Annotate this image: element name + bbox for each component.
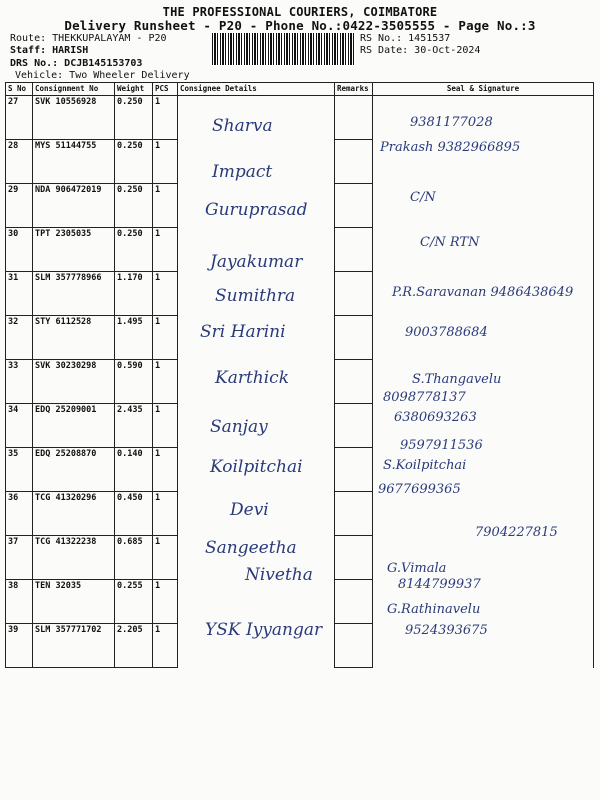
signature-handwritten: C/N RTN (420, 235, 480, 250)
cell-sno: 37 (6, 536, 33, 580)
col-header: S No (6, 83, 33, 96)
cell-pcs: 1 (153, 448, 178, 492)
cell-sno: 32 (6, 316, 33, 360)
signature-handwritten: 8144799937 (398, 577, 481, 592)
cell-consignee (178, 580, 335, 624)
cell-wt: 0.255 (115, 580, 153, 624)
cell-pcs: 1 (153, 316, 178, 360)
rs-date-label: RS Date: 30-Oct-2024 (360, 45, 481, 56)
table-row (6, 96, 594, 140)
cell-cons: TCG 41320296 (33, 492, 115, 536)
cell-signature (373, 228, 594, 272)
signature-handwritten: C/N (410, 190, 436, 205)
signature-handwritten: P.R.Saravanan 9486438649 (392, 285, 574, 300)
cell-sno: 36 (6, 492, 33, 536)
cell-cons: TEN 32035 (33, 580, 115, 624)
cell-pcs: 1 (153, 492, 178, 536)
cell-pcs: 1 (153, 360, 178, 404)
cell-remarks (335, 140, 373, 184)
signature-handwritten: 9597911536 (400, 438, 483, 453)
table-row (6, 360, 594, 404)
cell-wt: 2.205 (115, 624, 153, 668)
cell-sno: 27 (6, 96, 33, 140)
cell-sno: 38 (6, 580, 33, 624)
route-label: Route: THEKKUPALAYAM - P20 (10, 33, 167, 44)
cell-pcs: 1 (153, 580, 178, 624)
cell-sno: 35 (6, 448, 33, 492)
consignee-handwritten-name: Koilpitchai (210, 457, 303, 477)
signature-handwritten: G.Rathinavelu (387, 602, 481, 617)
cell-cons: TCG 41322238 (33, 536, 115, 580)
signature-handwritten: 9381177028 (410, 115, 493, 130)
table-row (6, 316, 594, 360)
cell-sno: 34 (6, 404, 33, 448)
col-header: Consignment No (33, 83, 115, 96)
cell-wt: 0.685 (115, 536, 153, 580)
cell-remarks (335, 272, 373, 316)
cell-wt: 1.170 (115, 272, 153, 316)
col-header: PCS (153, 83, 178, 96)
cell-remarks (335, 448, 373, 492)
consignee-handwritten-name: Impact (212, 162, 273, 182)
company-title: THE PROFESSIONAL COURIERS, COIMBATORE (162, 5, 438, 19)
cell-pcs: 1 (153, 272, 178, 316)
table-header-row (6, 83, 594, 96)
signature-handwritten: G.Vimala (387, 561, 447, 576)
cell-cons: SLM 357778966 (33, 272, 115, 316)
cell-remarks (335, 228, 373, 272)
cell-wt: 0.250 (115, 184, 153, 228)
cell-cons: NDA 906472019 (33, 184, 115, 228)
vehicle-label: Vehicle: Two Wheeler Delivery (15, 70, 190, 81)
staff-label: Staff: HARISH (10, 45, 89, 56)
table-row (6, 404, 594, 448)
consignee-handwritten-name: Guruprasad (205, 200, 308, 220)
cell-remarks (335, 184, 373, 228)
cell-cons: STY 6112528 (33, 316, 115, 360)
consignee-handwritten-name: Sharva (212, 116, 273, 136)
cell-sno: 28 (6, 140, 33, 184)
cell-cons: MYS 51144755 (33, 140, 115, 184)
drs-label: DRS No.: DCJB145153703 (10, 58, 143, 69)
cell-remarks (335, 536, 373, 580)
runsheet-subtitle: Delivery Runsheet - P20 - Phone No.:0422-3505555 - Page No.:3 (64, 18, 536, 33)
signature-handwritten: 9003788684 (405, 325, 488, 340)
cell-remarks (335, 360, 373, 404)
col-header: Seal & Signature (373, 83, 594, 96)
barcode (212, 33, 356, 65)
signature-handwritten: S.Thangavelu (412, 372, 502, 387)
cell-cons: TPT 2305035 (33, 228, 115, 272)
cell-wt: 0.250 (115, 140, 153, 184)
signature-handwritten: 6380693263 (394, 410, 477, 425)
cell-cons: SLM 357771702 (33, 624, 115, 668)
signature-handwritten: 8098778137 (383, 390, 466, 405)
consignee-handwritten-name: Sumithra (215, 286, 296, 306)
cell-sno: 39 (6, 624, 33, 668)
consignee-handwritten-name: Jayakumar (210, 252, 303, 272)
consignee-handwritten-name: Sanjay (210, 417, 268, 437)
cell-pcs: 1 (153, 184, 178, 228)
cell-wt: 0.250 (115, 228, 153, 272)
consignee-handwritten-name: Karthick (215, 368, 290, 388)
cell-cons: SVK 10556928 (33, 96, 115, 140)
cell-remarks (335, 96, 373, 140)
cell-pcs: 1 (153, 624, 178, 668)
cell-signature (373, 184, 594, 228)
cell-pcs: 1 (153, 96, 178, 140)
cell-pcs: 1 (153, 536, 178, 580)
signature-handwritten: 7904227815 (475, 525, 558, 540)
signature-handwritten: 9677699365 (378, 482, 461, 497)
cell-pcs: 1 (153, 404, 178, 448)
signature-handwritten: Prakash 9382966895 (380, 140, 521, 155)
consignee-handwritten-name: Sri Harini (200, 322, 286, 342)
cell-remarks (335, 404, 373, 448)
cell-wt: 1.495 (115, 316, 153, 360)
signature-handwritten: 9524393675 (405, 623, 488, 638)
consignee-handwritten-name: Devi (230, 500, 269, 520)
cell-wt: 0.590 (115, 360, 153, 404)
cell-sno: 29 (6, 184, 33, 228)
consignee-handwritten-name: Nivetha (245, 565, 313, 585)
cell-wt: 0.140 (115, 448, 153, 492)
cell-wt: 2.435 (115, 404, 153, 448)
cell-remarks (335, 580, 373, 624)
signature-handwritten: S.Koilpitchai (383, 458, 467, 473)
cell-pcs: 1 (153, 228, 178, 272)
cell-remarks (335, 624, 373, 668)
cell-wt: 0.250 (115, 96, 153, 140)
consignee-handwritten-name: YSK Iyyangar (205, 620, 323, 640)
cell-sno: 31 (6, 272, 33, 316)
cell-remarks (335, 316, 373, 360)
cell-cons: SVK 30230298 (33, 360, 115, 404)
cell-cons: EDQ 25208870 (33, 448, 115, 492)
consignee-handwritten-name: Sangeetha (205, 538, 297, 558)
cell-sno: 33 (6, 360, 33, 404)
cell-cons: EDQ 25209001 (33, 404, 115, 448)
table-row (6, 580, 594, 624)
cell-wt: 0.450 (115, 492, 153, 536)
cell-remarks (335, 492, 373, 536)
col-header: Consignee Details (178, 83, 335, 96)
rs-no-label: RS No.: 1451537 (360, 33, 451, 44)
cell-pcs: 1 (153, 140, 178, 184)
cell-sno: 30 (6, 228, 33, 272)
col-header: Remarks (335, 83, 373, 96)
col-header: Weight (115, 83, 153, 96)
